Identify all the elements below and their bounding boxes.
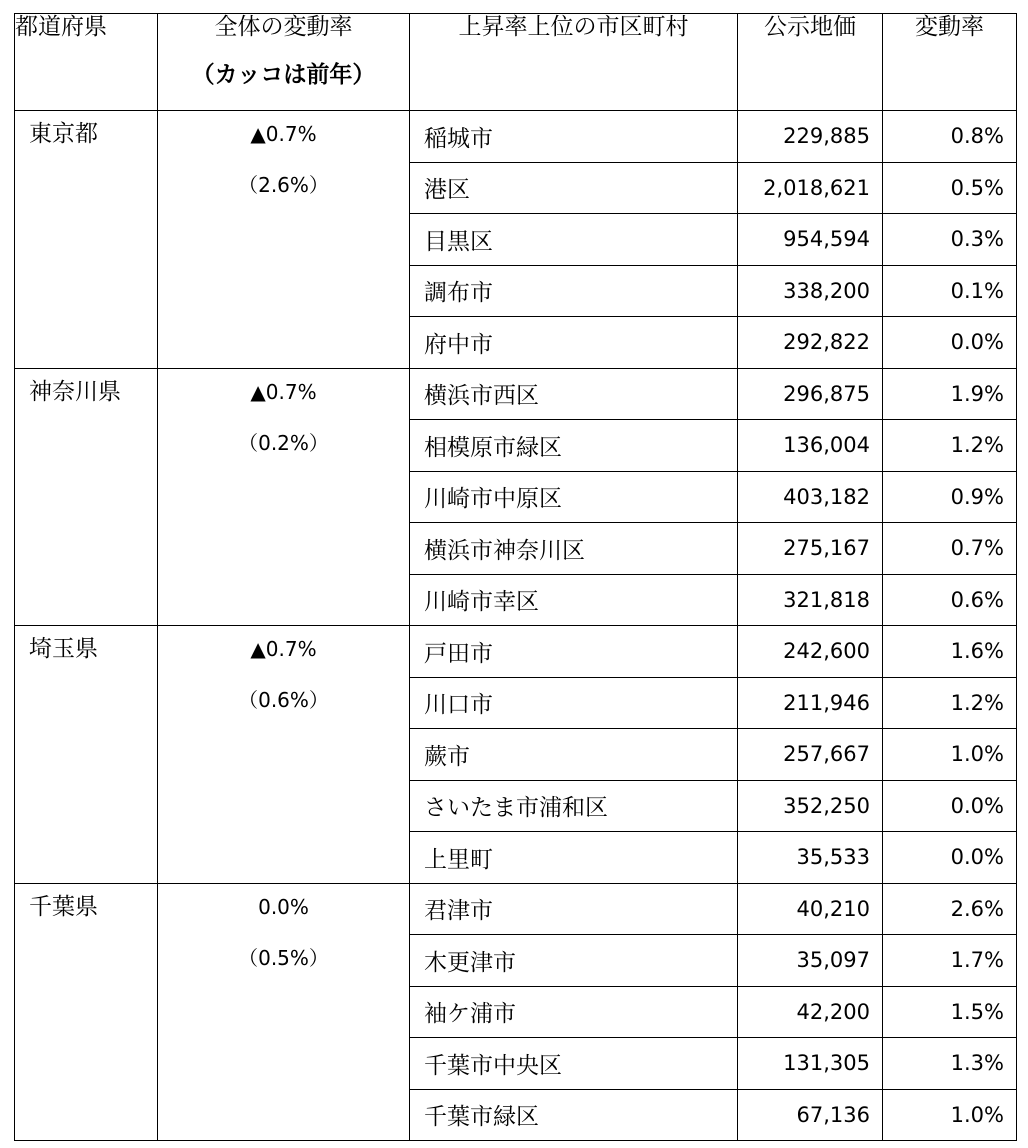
posted-price: 35,097	[738, 935, 883, 987]
header-posted-price: 公示地価	[738, 14, 883, 111]
previous-year-rate: （0.5%）	[238, 945, 329, 970]
change-rate: 0.0%	[883, 832, 1017, 884]
change-rate: 1.6%	[883, 626, 1017, 678]
prefecture-overall-rate	[158, 368, 410, 626]
prefecture-overall-rate	[158, 626, 410, 884]
posted-price: 131,305	[738, 1038, 883, 1090]
city-name: 千葉市緑区	[410, 1089, 738, 1141]
posted-price: 954,594	[738, 214, 883, 266]
posted-price: 2,018,621	[738, 162, 883, 214]
table-row	[15, 883, 1017, 935]
change-rate: 1.0%	[883, 1089, 1017, 1141]
prefecture-overall-rate	[158, 883, 410, 1141]
table-row	[15, 626, 1017, 678]
change-rate: 0.8%	[883, 111, 1017, 163]
prefecture-name: 東京都	[15, 111, 158, 369]
overall-rate-value: ▲0.7%	[250, 122, 317, 146]
posted-price: 403,182	[738, 471, 883, 523]
header-change-rate: 変動率	[883, 14, 1017, 111]
prefecture-name: 神奈川県	[15, 368, 158, 626]
posted-price: 67,136	[738, 1089, 883, 1141]
posted-price: 229,885	[738, 111, 883, 163]
city-name: 戸田市	[410, 626, 738, 678]
change-rate: 1.3%	[883, 1038, 1017, 1090]
city-name: 相模原市緑区	[410, 420, 738, 472]
header-row	[15, 14, 1017, 111]
city-name: 袖ケ浦市	[410, 986, 738, 1038]
city-name: 木更津市	[410, 935, 738, 987]
posted-price: 296,875	[738, 368, 883, 420]
posted-price: 275,167	[738, 523, 883, 575]
previous-year-rate: （2.6%）	[238, 173, 329, 197]
header-prefecture: 都道府県	[15, 14, 158, 111]
change-rate: 1.9%	[883, 368, 1017, 420]
land-price-table	[14, 13, 1017, 1141]
prefecture-overall-rate	[158, 111, 410, 369]
change-rate: 1.5%	[883, 986, 1017, 1038]
city-name: 港区	[410, 162, 738, 214]
city-name: 川口市	[410, 677, 738, 729]
city-name: さいたま市浦和区	[410, 780, 738, 832]
city-name: 蕨市	[410, 729, 738, 781]
posted-price: 211,946	[738, 677, 883, 729]
header-top-cities: 上昇率上位の市区町村	[410, 14, 738, 111]
overall-rate-value: ▲0.7%	[250, 637, 317, 661]
city-name: 君津市	[410, 883, 738, 935]
posted-price: 321,818	[738, 574, 883, 626]
table-row	[15, 111, 1017, 163]
posted-price: 242,600	[738, 626, 883, 678]
city-name: 稲城市	[410, 111, 738, 163]
change-rate: 0.3%	[883, 214, 1017, 266]
change-rate: 0.6%	[883, 574, 1017, 626]
posted-price: 136,004	[738, 420, 883, 472]
table-body	[15, 14, 1017, 1141]
change-rate: 1.0%	[883, 729, 1017, 781]
city-name: 府中市	[410, 317, 738, 369]
change-rate: 0.5%	[883, 162, 1017, 214]
header-overall-rate	[158, 14, 410, 111]
city-name: 目黒区	[410, 214, 738, 266]
change-rate: 0.0%	[883, 780, 1017, 832]
posted-price: 40,210	[738, 883, 883, 935]
change-rate: 1.2%	[883, 677, 1017, 729]
prefecture-name: 埼玉県	[15, 626, 158, 884]
city-name: 上里町	[410, 832, 738, 884]
posted-price: 352,250	[738, 780, 883, 832]
city-name: 川崎市幸区	[410, 574, 738, 626]
posted-price: 35,533	[738, 832, 883, 884]
posted-price: 292,822	[738, 317, 883, 369]
table-row	[15, 368, 1017, 420]
change-rate: 0.1%	[883, 265, 1017, 317]
city-name: 横浜市神奈川区	[410, 523, 738, 575]
city-name: 川崎市中原区	[410, 471, 738, 523]
change-rate: 1.7%	[883, 935, 1017, 987]
posted-price: 42,200	[738, 986, 883, 1038]
overall-rate-value: ▲0.7%	[250, 379, 317, 404]
posted-price: 338,200	[738, 265, 883, 317]
overall-rate-value: 0.0%	[258, 894, 309, 919]
city-name: 横浜市西区	[410, 368, 738, 420]
change-rate: 0.9%	[883, 471, 1017, 523]
city-name: 千葉市中央区	[410, 1038, 738, 1090]
change-rate: 1.2%	[883, 420, 1017, 472]
change-rate: 0.0%	[883, 317, 1017, 369]
prefecture-name: 千葉県	[15, 883, 158, 1141]
city-name: 調布市	[410, 265, 738, 317]
change-rate: 0.7%	[883, 523, 1017, 575]
posted-price: 257,667	[738, 729, 883, 781]
header-overall-rate-label: 全体の変動率	[214, 14, 353, 40]
header-overall-rate-note: （カッコは前年）	[191, 62, 376, 88]
previous-year-rate: （0.2%）	[238, 430, 329, 455]
previous-year-rate: （0.6%）	[238, 688, 329, 712]
change-rate: 2.6%	[883, 883, 1017, 935]
